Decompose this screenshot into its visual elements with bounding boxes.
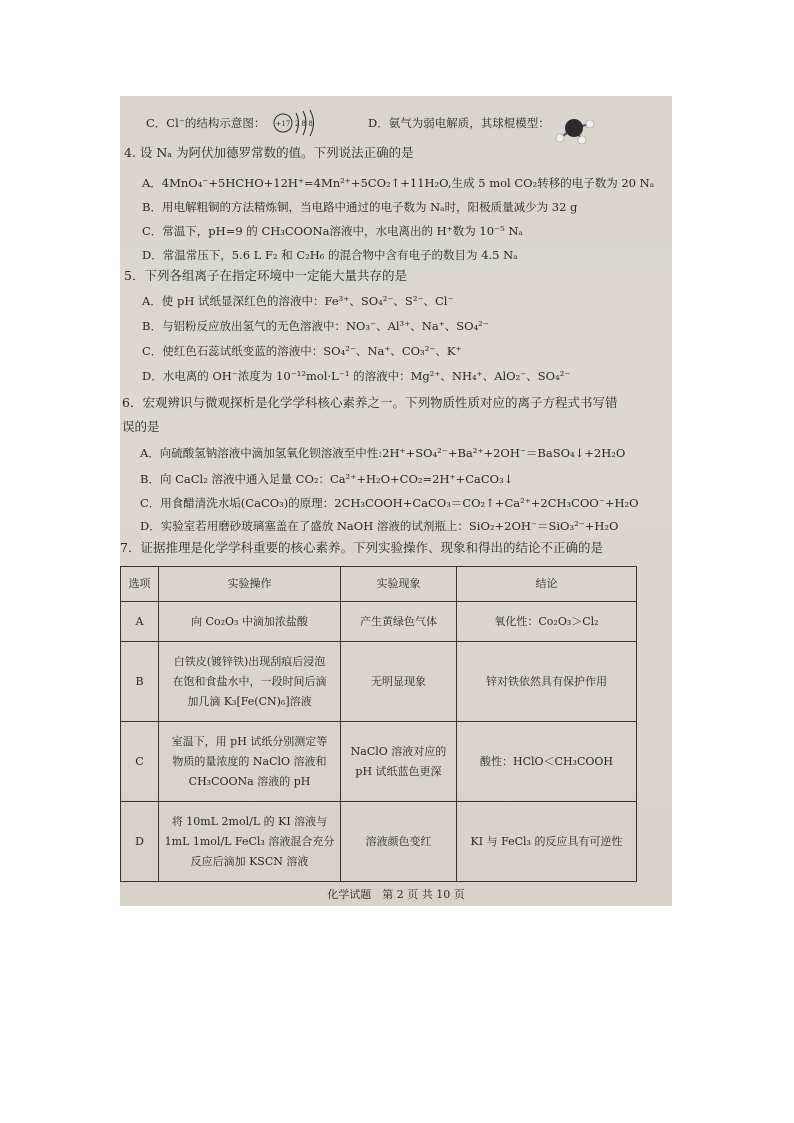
ball-stick-model-icon — [552, 112, 600, 146]
phenomenon-line: 产生黄绿色气体 — [360, 614, 437, 628]
row-option: A — [121, 602, 159, 642]
operation-line: 在饱和食盐水中，一段时间后滴 — [172, 674, 327, 688]
row-operation — [159, 722, 341, 802]
header-operation: 实验操作 — [159, 567, 341, 602]
question-6-option-a: A．向硫酸氢钠溶液中滴加氢氧化钡溶液至中性:2H⁺+SO₄²⁻+Ba²⁺+2OH⁻＝BaSO₄↓+2H₂O — [140, 446, 626, 460]
option-c-structure — [146, 116, 265, 130]
question-5-option-c: C．使红色石蕊试纸变蓝的溶液中：SO₄²⁻、Na⁺、CO₃²⁻、K⁺ — [142, 344, 462, 358]
question-6-option-b: B．向 CaCl₂ 溶液中通入足量 CO₂：Ca²⁺+H₂O+CO₂=2H⁺+CaCO₃↓ — [140, 472, 514, 486]
operation-line: 白铁皮(镀锌铁)出现刮痕后浸泡 — [173, 654, 326, 668]
phenomenon-line: 无明显现象 — [371, 674, 426, 688]
question-6-stem-line2: 误的是 — [122, 419, 160, 434]
table-row — [121, 602, 637, 642]
option-d-text: D．氨气为弱电解质，其球棍模型： — [368, 116, 550, 130]
row-phenomenon — [341, 642, 457, 722]
question-5-stem: 5．下列各组离子在指定环境中一定能大量共存的是 — [124, 268, 407, 283]
phenomenon-line: 溶液颜色变红 — [365, 834, 432, 848]
operation-line: 1mL 1mol/L FeCl₃ 溶液混合充分 — [164, 834, 335, 848]
table-row — [121, 642, 637, 722]
phenomenon-line: NaClO 溶液对应的 — [350, 744, 447, 758]
row-phenomenon — [341, 802, 457, 882]
operation-line: 向 Co₂O₃ 中滴加浓盐酸 — [191, 614, 308, 628]
row-phenomenon — [341, 602, 457, 642]
row-option: C — [121, 722, 159, 802]
option-c-text: C．Cl⁻的结构示意图： — [146, 116, 266, 130]
row-phenomenon — [341, 722, 457, 802]
question-6-option-c: C．用食醋清洗水垢(CaCO₃)的原理：2CH₃COOH+CaCO₃＝CO₂↑+Ca²⁺+2CH₃COO⁻+H₂O — [140, 496, 639, 510]
ion-structure-diagram — [272, 108, 320, 138]
exam-page-photo — [120, 96, 672, 906]
question-5-option-d: D．水电离的 OH⁻浓度为 10⁻¹²mol·L⁻¹ 的溶液中：Mg²⁺、NH₄⁺、AlO₂⁻、SO₄²⁻ — [142, 369, 571, 383]
operation-line: 物质的量浓度的 NaClO 溶液和 — [172, 754, 327, 768]
header-conclusion: 结论 — [457, 567, 637, 602]
question-6-stem-line1: 6．宏观辨识与微观探析是化学学科核心素养之一。下列物质性质对应的离子方程式书写错 — [122, 395, 618, 410]
question-7-stem: 7．证据推理是化学学科重要的核心素养。下列实验操作、现象和得出的结论不正确的是 — [120, 540, 603, 555]
operation-line: CH₃COONa 溶液的 pH — [188, 774, 311, 788]
row-conclusion: 酸性：HClO＜CH₃COOH — [457, 722, 637, 802]
shell-electrons: 2 8 8 — [295, 120, 313, 128]
table-header-row — [121, 567, 637, 602]
header-phenomenon: 实验现象 — [341, 567, 457, 602]
row-operation — [159, 602, 341, 642]
question-4-option-b: B．用电解粗铜的方法精炼铜，当电路中通过的电子数为 Nₐ时，阳极质量减少为 32 g — [142, 200, 578, 214]
option-d-ammonia — [368, 116, 550, 130]
table-row — [121, 802, 637, 882]
row-conclusion: 锌对铁依然具有保护作用 — [457, 642, 637, 722]
operation-line: 将 10mL 2mol/L 的 KI 溶液与 — [171, 814, 328, 828]
question-4-stem: 4. 设 Nₐ 为阿伏加德罗常数的值。下列说法正确的是 — [124, 145, 414, 160]
phenomenon-line: pH 试纸蓝色更深 — [355, 764, 442, 778]
question-5-option-a: A．使 pH 试纸显深红色的溶液中：Fe³⁺、SO₄²⁻、S²⁻、Cl⁻ — [142, 294, 454, 308]
nucleus-label: +17 — [275, 120, 291, 128]
table-row — [121, 722, 637, 802]
question-4-option-d: D．常温常压下，5.6 L F₂ 和 C₂H₆ 的混合物中含有电子的数目为 4.5 Nₐ — [142, 248, 518, 262]
operation-line: 反应后滴加 KSCN 溶液 — [190, 854, 309, 868]
row-operation — [159, 642, 341, 722]
operation-line: 加几滴 K₃[Fe(CN)₆]溶液 — [187, 694, 312, 708]
question-6-option-d: D．实验室若用磨砂玻璃塞盖在了盛放 NaOH 溶液的试剂瓶上：SiO₂+2OH⁻＝SiO₃²⁻+H₂O — [140, 519, 619, 533]
page-footer: 化学试题 第 2 页 共 10 页 — [327, 888, 465, 901]
row-operation — [159, 802, 341, 882]
question-5-option-b: B．与铝粉反应放出氢气的无色溶液中：NO₃⁻、Al³⁺、Na⁺、SO₄²⁻ — [142, 319, 489, 333]
row-option: D — [121, 802, 159, 882]
question-4-option-a: A．4MnO₄⁻+5HCHO+12H⁺=4Mn²⁺+5CO₂↑+11H₂O,生成 5 mol CO₂转移的电子数为 20 Nₐ — [142, 176, 655, 190]
operation-line: 室温下，用 pH 试纸分别测定等 — [171, 734, 328, 748]
row-option: B — [121, 642, 159, 722]
header-option: 选项 — [121, 567, 159, 602]
experiment-table — [120, 566, 637, 882]
row-conclusion: 氧化性：Co₂O₃＞Cl₂ — [457, 602, 637, 642]
question-4-option-c: C．常温下，pH=9 的 CH₃COONa溶液中，水电离出的 H⁺数为 10⁻⁵ Nₐ — [142, 224, 523, 238]
row-conclusion: KI 与 FeCl₃ 的反应具有可逆性 — [457, 802, 637, 882]
